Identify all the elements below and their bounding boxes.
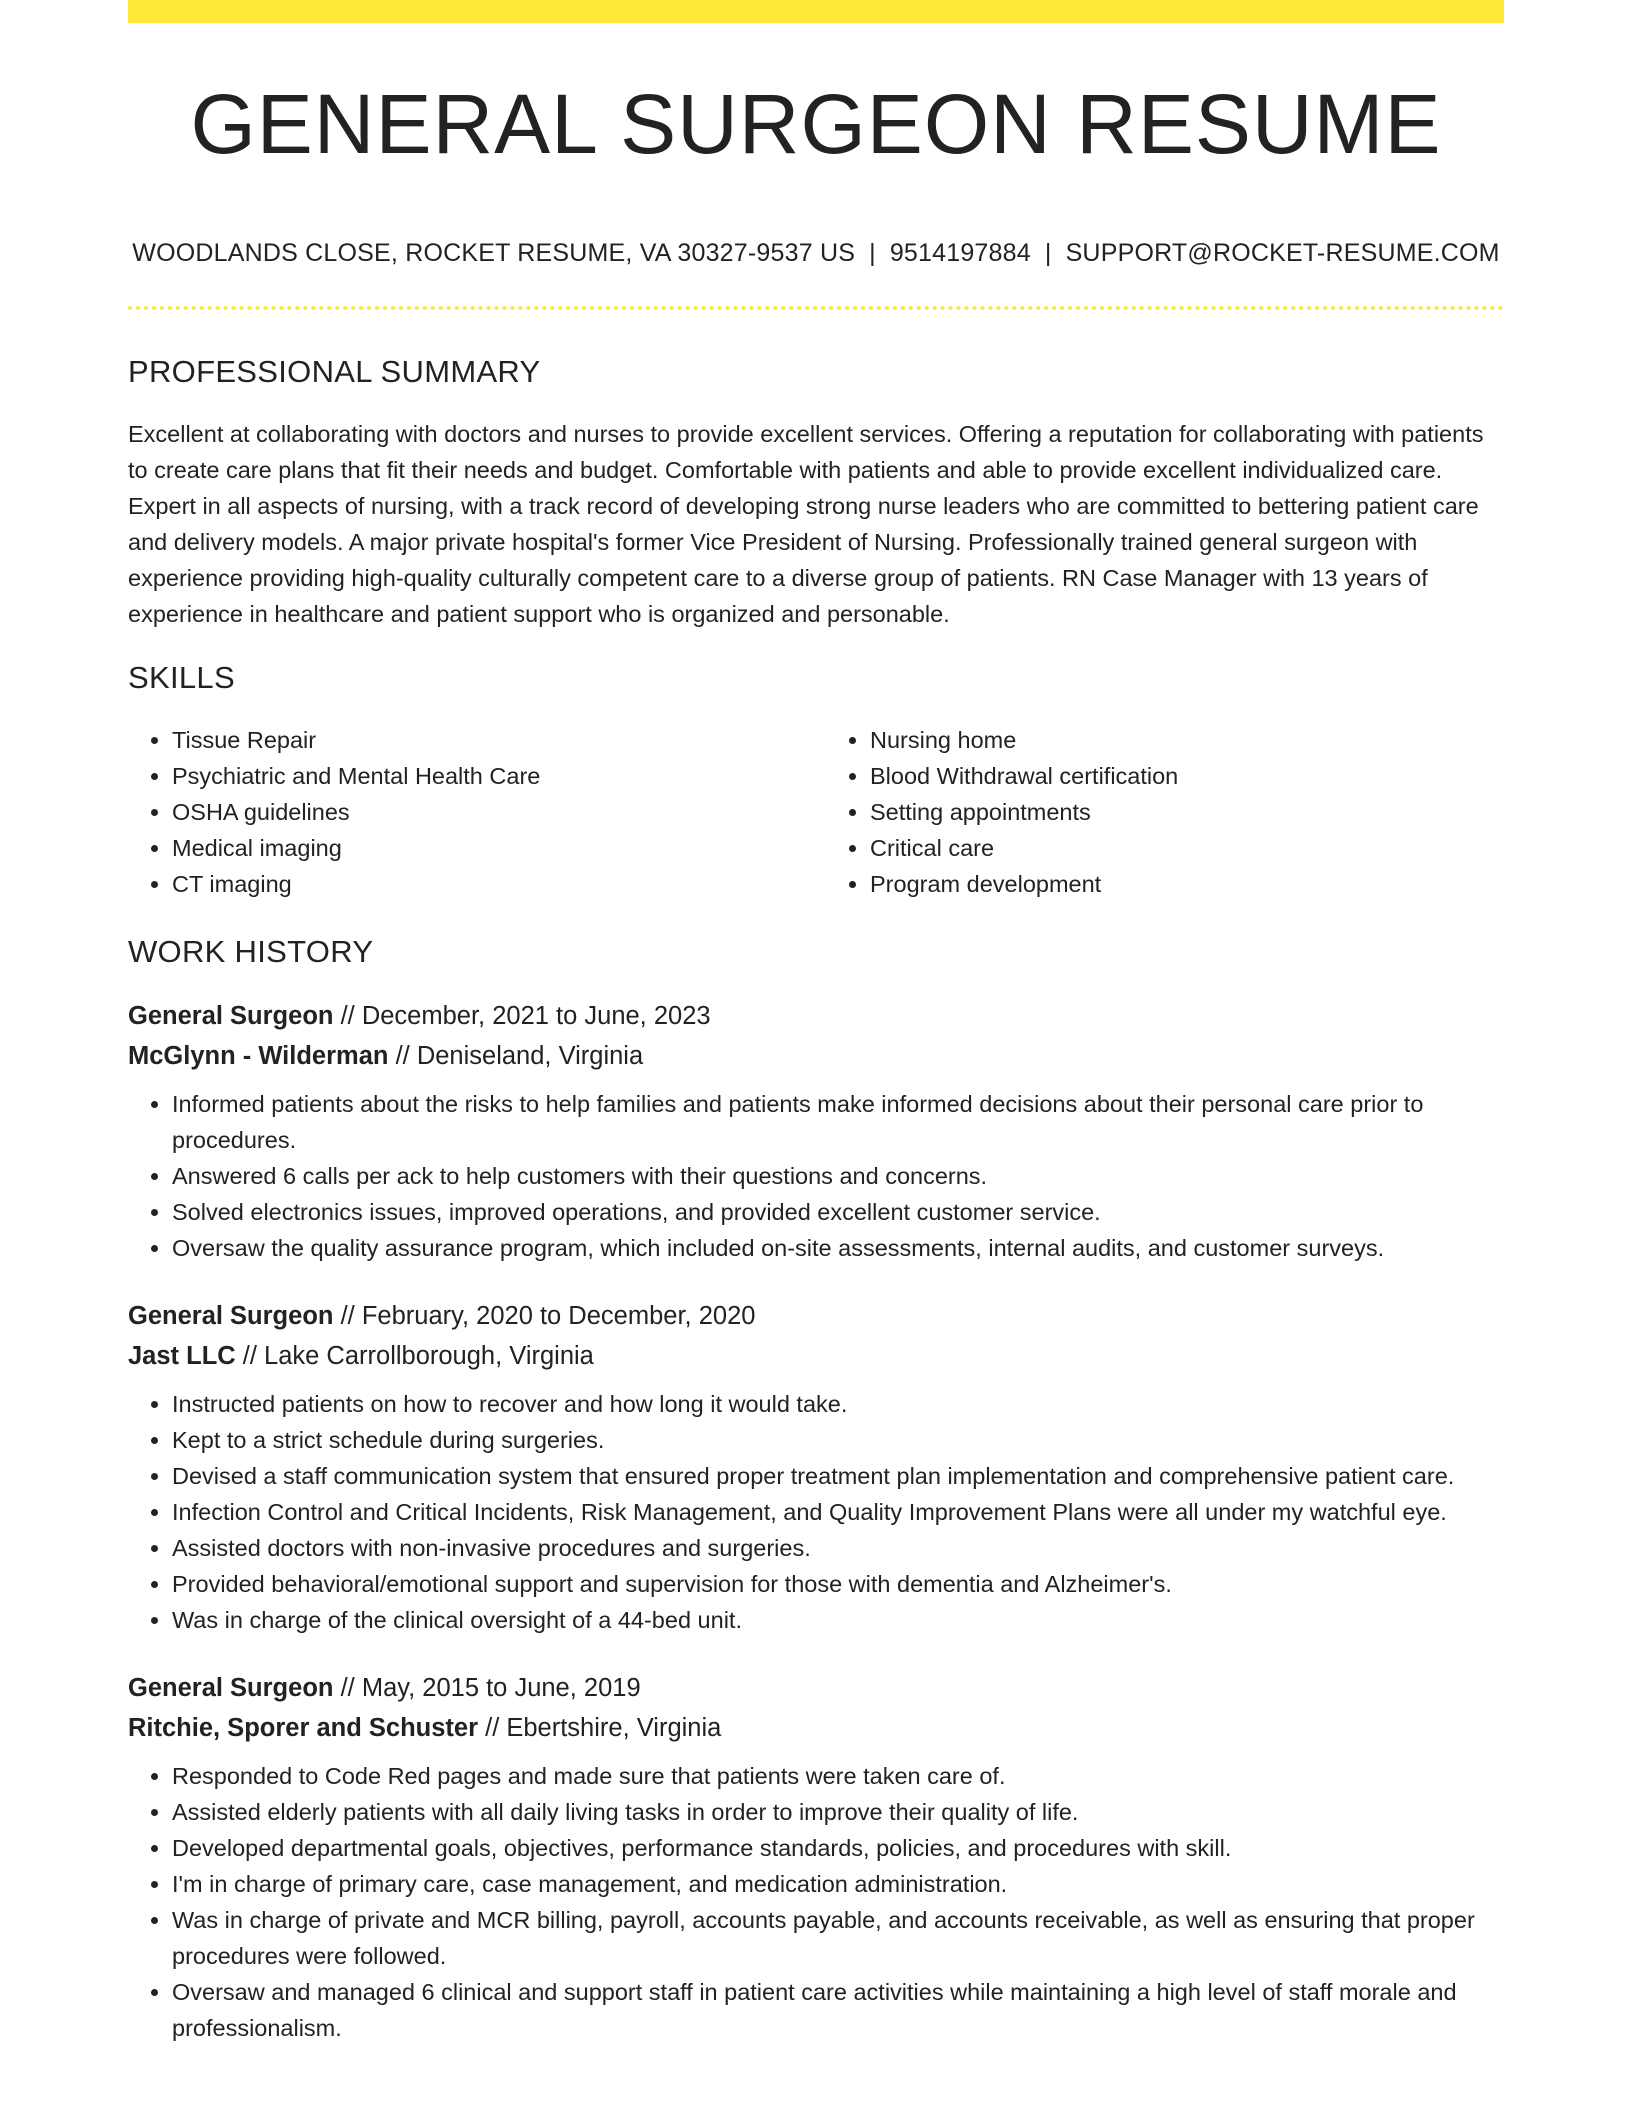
- skill-item: • OSHA guidelines: [172, 794, 806, 830]
- contact-address: WOODLANDS CLOSE, ROCKET RESUME, VA 30327-9537 US: [132, 239, 856, 267]
- job-dates: // February, 2020 to December, 2020: [340, 1302, 756, 1330]
- top-accent-bar: [128, 0, 1504, 23]
- job-bullet: • Informed patients about the risks to help families and patients make informed decisions about their personal care prior to procedures.: [172, 1086, 1504, 1158]
- job-title: General Surgeon: [128, 1002, 334, 1030]
- job-bullets: [128, 1086, 1504, 1266]
- job-company-line: [128, 1708, 1504, 1748]
- job-entry: [128, 996, 1504, 1266]
- job-bullet: • Infection Control and Critical Incidents, Risk Management, and Quality Improvement Plans were all under my watchful eye.: [172, 1494, 1504, 1530]
- job-title: General Surgeon: [128, 1674, 334, 1702]
- job-bullets: [128, 1386, 1504, 1638]
- job-bullet: • Answered 6 calls per ack to help customers with their questions and concerns.: [172, 1158, 1504, 1194]
- job-company: McGlynn - Wilderman: [128, 1042, 389, 1070]
- summary-heading: PROFESSIONAL SUMMARY: [128, 354, 541, 389]
- job-bullet: • Devised a staff communication system that ensured proper treatment plan implementation and comprehensive patient care.: [172, 1458, 1504, 1494]
- skill-item: • Critical care: [870, 830, 1504, 866]
- skill-item: • Tissue Repair: [172, 722, 806, 758]
- job-bullet: • Instructed patients on how to recover and how long it would take.: [172, 1386, 1504, 1422]
- contact-separator: |: [1044, 239, 1052, 267]
- job-location: // Deniseland, Virginia: [395, 1042, 644, 1070]
- skill-item: • Setting appointments: [870, 794, 1504, 830]
- job-bullet: • I'm in charge of primary care, case management, and medication administration.: [172, 1866, 1504, 1902]
- skills-right-list: [826, 722, 1504, 902]
- contact-line: [128, 238, 1504, 268]
- skills-section: [128, 658, 1504, 902]
- job-bullet: • Oversaw and managed 6 clinical and support staff in patient care activities while maintaining a high level of staff morale and professionalism.: [172, 1974, 1504, 2046]
- skill-item: • Psychiatric and Mental Health Care: [172, 758, 806, 794]
- job-title-line: [128, 1296, 1504, 1336]
- job-bullet: • Assisted doctors with non-invasive procedures and surgeries.: [172, 1530, 1504, 1566]
- job-location: // Ebertshire, Virginia: [485, 1714, 722, 1742]
- job-bullet: • Kept to a strict schedule during surgeries.: [172, 1422, 1504, 1458]
- work-history-heading: WORK HISTORY: [128, 934, 374, 969]
- skill-item: • Program development: [870, 866, 1504, 902]
- job-bullet: • Was in charge of the clinical oversight of a 44-bed unit.: [172, 1602, 1504, 1638]
- skill-item: • Nursing home: [870, 722, 1504, 758]
- resume-content: [128, 352, 1504, 2076]
- job-title-line: [128, 1668, 1504, 1708]
- job-dates: // May, 2015 to June, 2019: [340, 1674, 641, 1702]
- job-bullet: • Responded to Code Red pages and made sure that patients were taken care of.: [172, 1758, 1504, 1794]
- skill-item: • CT imaging: [172, 866, 806, 902]
- job-bullet: • Was in charge of private and MCR billing, payroll, accounts payable, and accounts receivable, as well as ensuring that proper procedures were followed.: [172, 1902, 1504, 1974]
- job-entry: [128, 1296, 1504, 1638]
- skills-columns: [128, 722, 1504, 902]
- job-location: // Lake Carrollborough, Virginia: [242, 1342, 594, 1370]
- job-company: Ritchie, Sporer and Schuster: [128, 1714, 479, 1742]
- resume-title: GENERAL SURGEON RESUME: [190, 77, 1442, 171]
- skill-item: • Medical imaging: [172, 830, 806, 866]
- job-company-line: [128, 1036, 1504, 1076]
- job-bullet: • Developed departmental goals, objectives, performance standards, policies, and procedures with skill.: [172, 1830, 1504, 1866]
- job-company: Jast LLC: [128, 1342, 236, 1370]
- job-title-line: [128, 996, 1504, 1036]
- job-bullet: • Oversaw the quality assurance program, which included on-site assessments, internal audits, and customer surveys.: [172, 1230, 1504, 1266]
- job-dates: // December, 2021 to June, 2023: [340, 1002, 711, 1030]
- work-history-section: [128, 932, 1504, 2046]
- job-company-line: [128, 1336, 1504, 1376]
- job-bullet: • Provided behavioral/emotional support and supervision for those with dementia and Alzheimer's.: [172, 1566, 1504, 1602]
- skills-heading: SKILLS: [128, 660, 235, 695]
- job-entry: [128, 1668, 1504, 2046]
- dotted-divider: [128, 306, 1504, 310]
- summary-text: Excellent at collaborating with doctors and nurses to provide excellent services. Offering a reputation for collaborating with patients to create care plans that fit their needs and budget. Comfortable with patients and able to provide excellent individualized care. Expert in all aspects of nursing, with a track record of developing strong nurse leaders who are committed to bettering patient care and delivery models. A major private hospital's former Vice President of Nursing. Professionally trained general surgeon with experience providing high-quality culturally competent care to a diverse group of patients. RN Case Manager with 13 years of experience in healthcare and patient support who is organized and personable.: [128, 421, 1484, 627]
- job-bullet: • Solved electronics issues, improved operations, and provided excellent customer service.: [172, 1194, 1504, 1230]
- job-title: General Surgeon: [128, 1302, 334, 1330]
- contact-phone: 9514197884: [889, 239, 1031, 267]
- contact-separator: |: [869, 239, 876, 267]
- skills-left-list: [128, 722, 806, 902]
- job-bullets: [128, 1758, 1504, 2046]
- skill-item: • Blood Withdrawal certification: [870, 758, 1504, 794]
- contact-email: SUPPORT@ROCKET-RESUME.COM: [1065, 239, 1500, 267]
- summary-section: [128, 352, 1504, 632]
- job-bullet: • Assisted elderly patients with all daily living tasks in order to improve their quality of life.: [172, 1794, 1504, 1830]
